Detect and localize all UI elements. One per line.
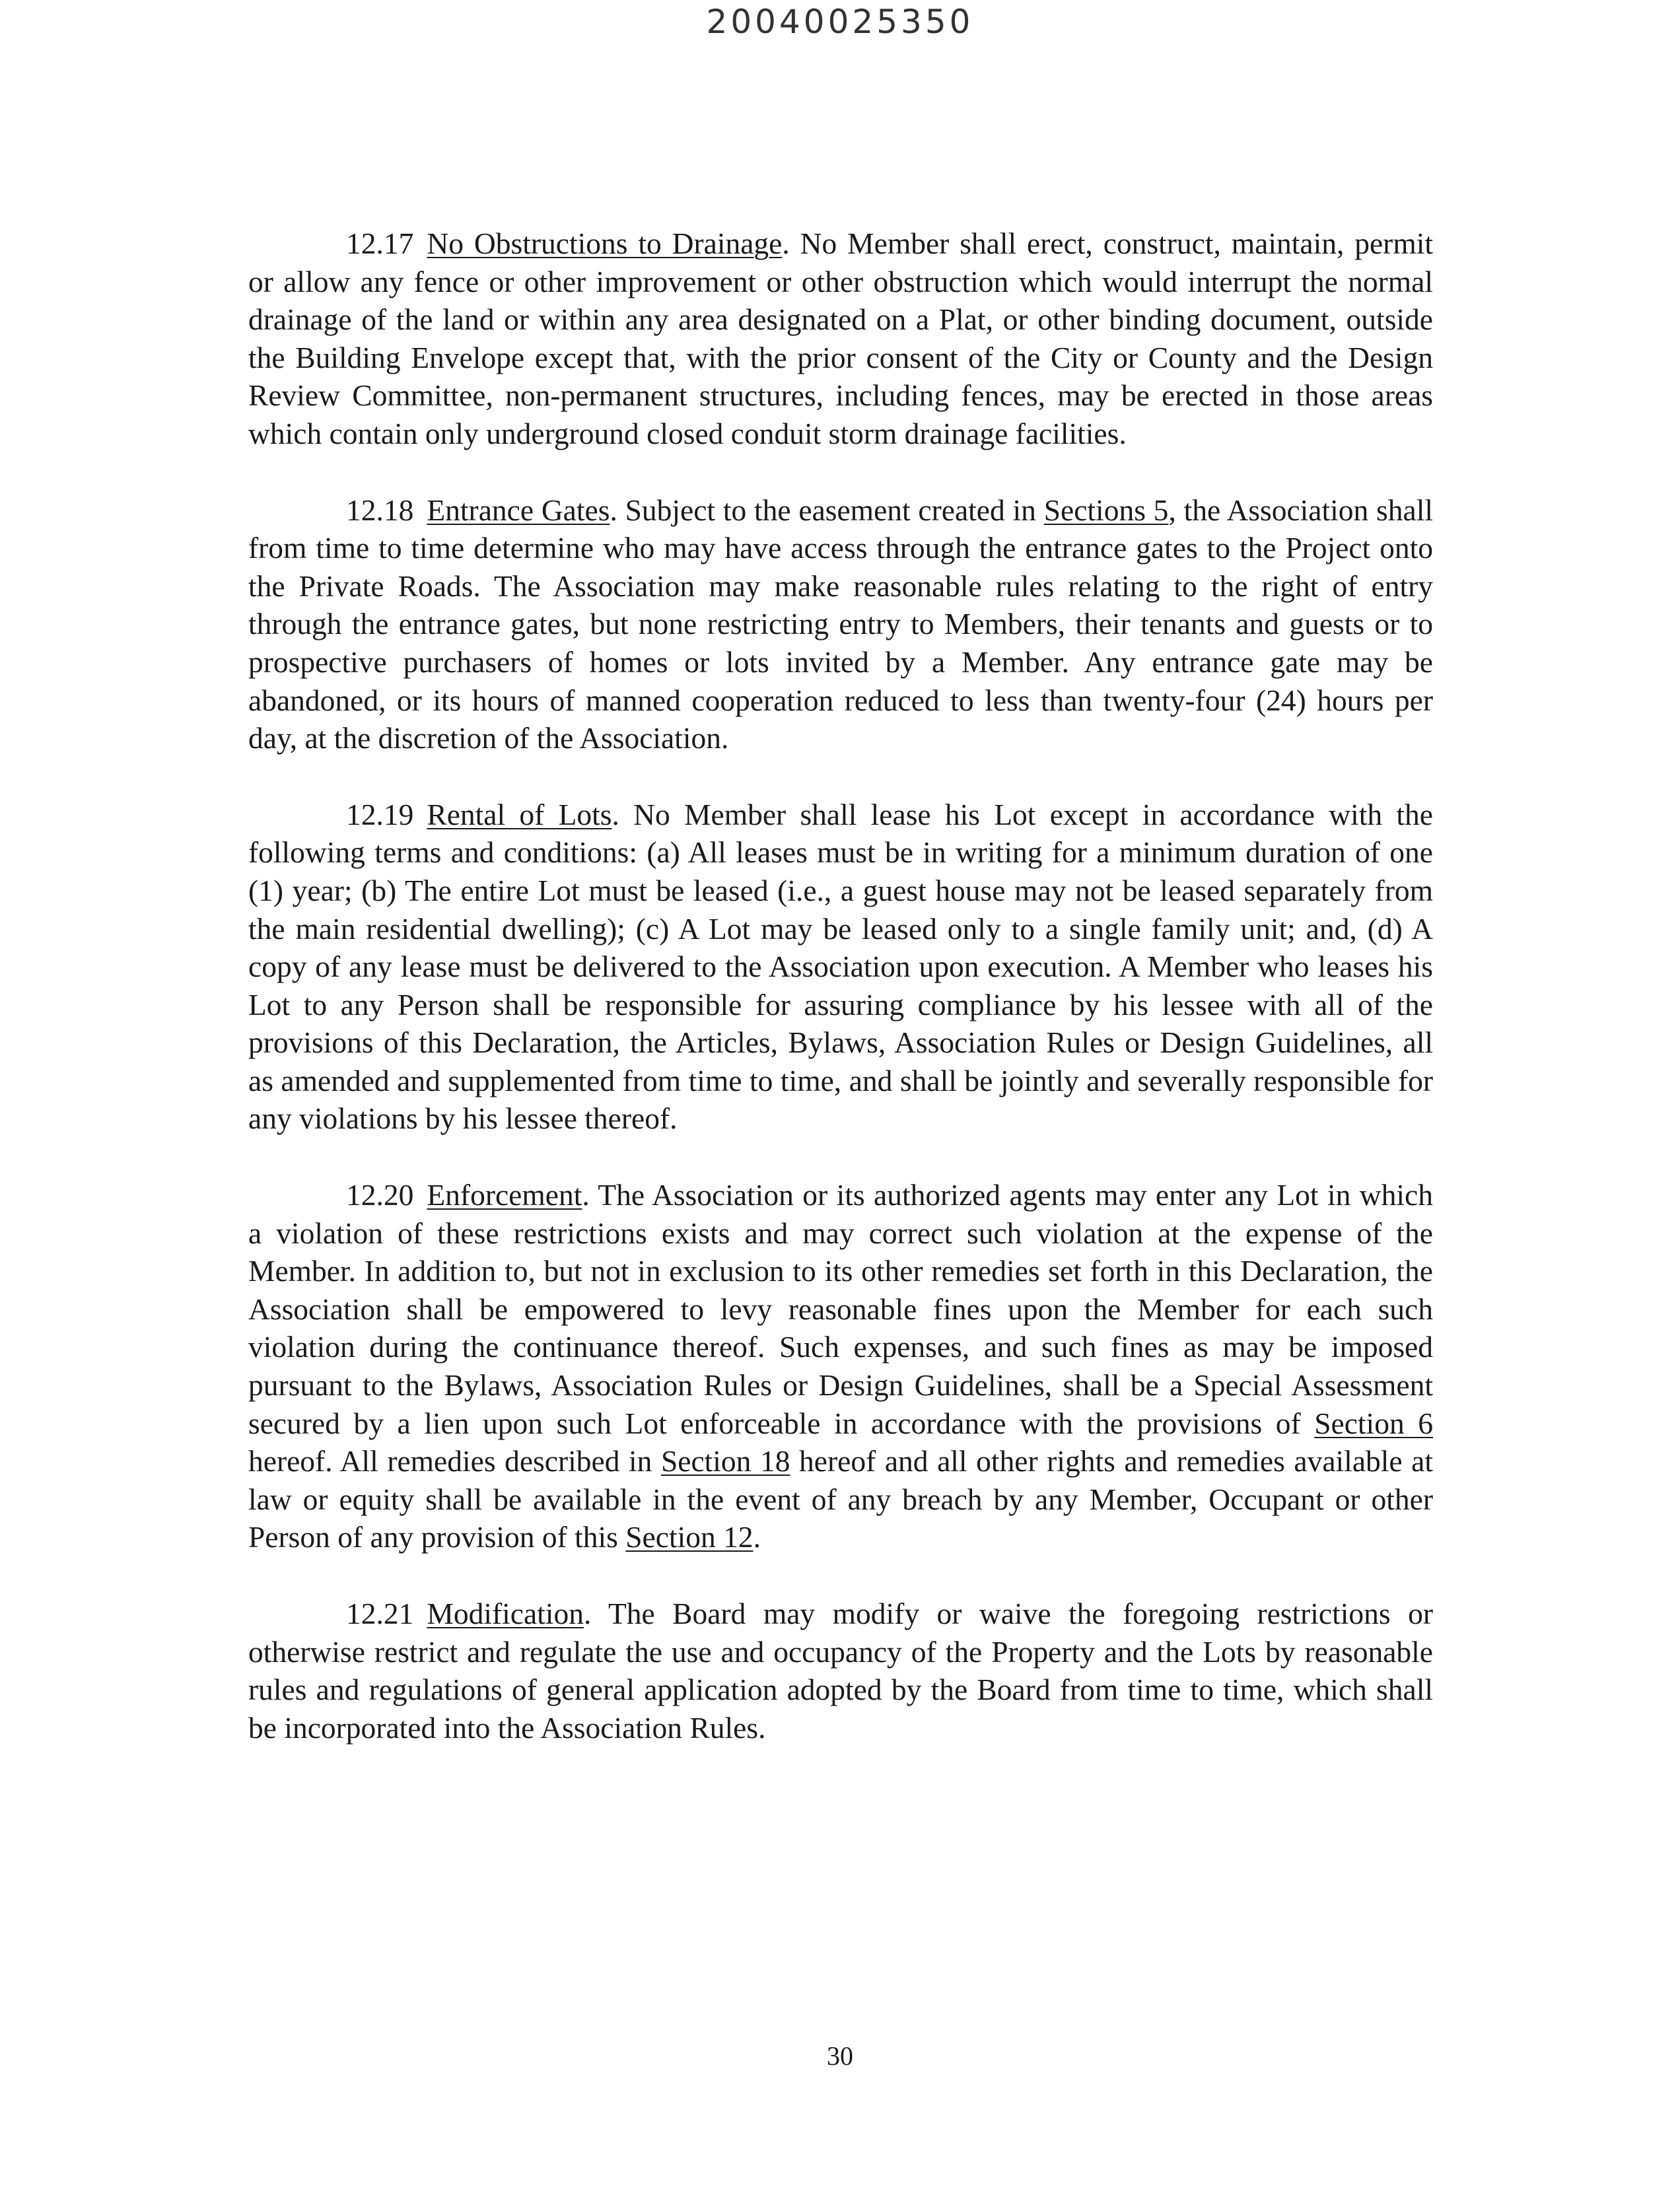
section-title: No Obstructions to Drainage (427, 226, 783, 260)
section-reference: Section 6 (1314, 1406, 1433, 1440)
section-text: hereof. All remedies described in (248, 1444, 661, 1478)
document-number: 20040025350 (706, 3, 974, 41)
page-number: 30 (827, 2041, 853, 2071)
section-title: Entrance Gates (427, 493, 610, 527)
section-text: hereof and all other rights and remedies available at law or equity shall be available in the event of any breach by any Member, Occupant or other Person of any provision of this (248, 1444, 1433, 1554)
section-12-18 (248, 491, 1433, 757)
section-number: 12.17 (346, 226, 414, 260)
section-12-17 (248, 225, 1433, 453)
section-text: . No Member shall lease his Lot except in accordance with the following terms and conditions: (a) All leases must be in writing for a minimum duration of one (1) year; (b) The entire Lot must be leased (i.e., a guest house may not be leased separately from the main residential dwelling); (c) A Lot may be leased only to a single family unit; and, (d) A copy of any lease must be delivered to the Association upon execution. A Member who leases his Lot to any Person shall be responsible for assuring compliance by his lessee with all of the provisions of this Declaration, the Articles, Bylaws, Association Rules or Design Guidelines, all as amended and supplemented from time to time, and shall be jointly and severally responsible for any violations by his lessee thereof. (248, 797, 1433, 1136)
section-number: 12.19 (346, 797, 414, 831)
section-title: Modification (427, 1597, 584, 1630)
document-body (248, 225, 1433, 1785)
section-12-21 (248, 1595, 1433, 1747)
section-text: . Subject to the easement created in (610, 493, 1044, 527)
section-text: . No Member shall erect, construct, maintain, permit or allow any fence or other improvement or other obstruction which would interrupt the normal drainage of the land or within any area designated on a Plat, or other binding document, outside the Building Envelope except that, with the prior consent of the City or County and the Design Review Committee, non-permanent structures, including fences, may be erected in those areas which contain only underground closed conduit storm drainage facilities. (248, 226, 1434, 450)
section-12-20 (248, 1176, 1433, 1556)
section-12-19 (248, 796, 1433, 1138)
section-title: Rental of Lots (427, 797, 612, 831)
section-number: 12.20 (346, 1178, 414, 1212)
section-text: . The Board may modify or waive the foregoing restrictions or otherwise restrict and regulate the use and occupancy of the Property and the Lots by reasonable rules and regulations of general application adopted by the Board from time to time, which shall be incorporated into the Association Rules. (248, 1597, 1433, 1745)
section-number: 12.18 (346, 493, 414, 527)
section-reference: Sections 5 (1043, 493, 1169, 527)
section-text: . The Association or its authorized agents may enter any Lot in which a violation of these restrictions exists and may correct such violation at the expense of the Member. In addition to, but not in exclusion to its other remedies set forth in this Declaration, the Association shall be empowered to levy reasonable fines upon the Member for each such violation during the continuance thereof. Such expenses, and such fines as may be imposed pursuant to the Bylaws, Association Rules or Design Guidelines, shall be a Special Assessment secured by a lien upon such Lot enforceable in accordance with the provisions of (248, 1178, 1433, 1440)
section-text: , the Association shall from time to time determine who may have access through the entrance gates to the Project onto the Private Roads. The Association may make reasonable rules relating to the right of entry through the entrance gates, but none restricting entry to Members, their tenants and guests or to prospective purchasers of homes or lots invited by a Member. Any entrance gate may be abandoned, or its hours of manned cooperation reduced to less than twenty-four (24) hours per day, at the discretion of the Association. (248, 493, 1433, 755)
section-title: Enforcement (427, 1178, 582, 1212)
section-text: . (753, 1520, 761, 1554)
section-reference: Section 12 (625, 1520, 753, 1554)
section-number: 12.21 (346, 1597, 414, 1630)
section-reference: Section 18 (660, 1444, 790, 1478)
